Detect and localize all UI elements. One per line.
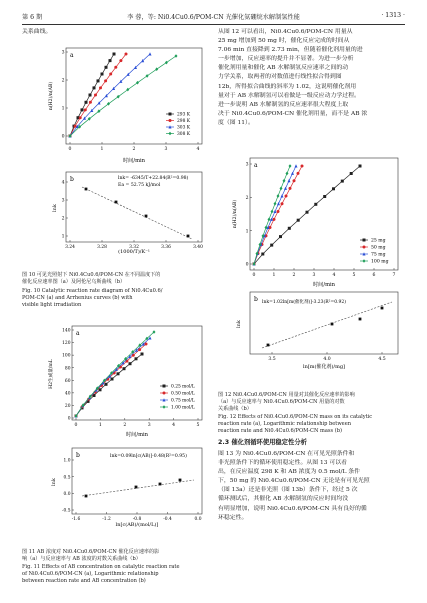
series-marker bbox=[175, 54, 178, 58]
y-tick-label: 140 bbox=[62, 328, 71, 334]
series-marker bbox=[126, 88, 129, 92]
series-marker bbox=[280, 187, 283, 191]
series-marker bbox=[97, 79, 100, 82]
x-tick-label: 2 bbox=[123, 423, 127, 428]
x-tick-label: 5 bbox=[352, 273, 356, 278]
fig11a-xlabel: 时间/min bbox=[125, 432, 149, 438]
fig11b-xticks bbox=[72, 512, 202, 522]
series-line bbox=[76, 354, 142, 416]
series-marker bbox=[274, 202, 277, 206]
y-tick-label: 60 bbox=[64, 378, 71, 384]
issue-number: 第 6 期 bbox=[22, 14, 43, 21]
series-marker bbox=[359, 165, 362, 168]
y-tick-label: 80 bbox=[64, 366, 71, 372]
series-marker bbox=[281, 194, 284, 197]
series-marker bbox=[297, 172, 300, 175]
fig11a-xticks bbox=[75, 418, 200, 428]
legend-entry: 75 mg bbox=[371, 252, 386, 258]
data-point bbox=[187, 235, 190, 238]
x-tick-label: -1.6 bbox=[71, 517, 81, 522]
y-tick-label: 3 bbox=[61, 198, 65, 204]
legend-entry: 100 mg bbox=[371, 259, 389, 265]
y-tick-label: 40 bbox=[64, 391, 71, 397]
series-marker bbox=[89, 94, 92, 97]
figure-10-caption-en: Fig. 10 Catalytic reaction rate diagram of Ni0.4Cu0.6/ POM-CN (a) and Arrhenius curves (b) with visible light irradiation bbox=[22, 288, 163, 308]
series-marker bbox=[289, 164, 292, 168]
fig11b-tag: b bbox=[76, 452, 80, 459]
series-marker bbox=[85, 101, 88, 104]
x-tick-label: 4 bbox=[196, 147, 200, 152]
x-tick-label: 6 bbox=[372, 273, 376, 278]
fit-line bbox=[82, 187, 192, 239]
series-marker bbox=[274, 210, 277, 213]
figure-11 bbox=[48, 320, 208, 530]
x-tick-label: 3.32 bbox=[129, 245, 139, 250]
series-marker bbox=[293, 179, 296, 182]
series-marker bbox=[277, 202, 280, 205]
series-marker bbox=[105, 66, 108, 69]
data-point bbox=[115, 201, 118, 204]
series-marker bbox=[119, 59, 122, 62]
fig11a-legend bbox=[160, 385, 195, 411]
y-tick-label: 0.5 bbox=[63, 475, 71, 481]
series-marker bbox=[279, 235, 282, 238]
fig11a-series bbox=[75, 330, 156, 418]
fig12a-series bbox=[253, 164, 362, 266]
fig10b-tag: b bbox=[70, 176, 74, 183]
x-tick-label: 1 bbox=[100, 147, 104, 152]
series-marker bbox=[141, 353, 144, 356]
series-marker bbox=[341, 180, 344, 183]
series-marker bbox=[169, 132, 172, 136]
series-marker bbox=[129, 362, 132, 365]
x-tick-label: 3.5 bbox=[268, 357, 276, 362]
data-point bbox=[85, 188, 88, 191]
y-tick-label: 2 bbox=[61, 78, 65, 84]
series-marker bbox=[289, 187, 292, 190]
x-tick-label: 3.24 bbox=[65, 245, 75, 250]
series-marker bbox=[104, 79, 107, 82]
series-marker bbox=[273, 218, 276, 221]
fig10b-ea-label: Ea = 52.75 kJ/mol bbox=[118, 183, 161, 188]
data-point bbox=[381, 307, 384, 310]
page-number: · 1313 · bbox=[381, 12, 405, 19]
fig10b-ylabel: lnk bbox=[52, 204, 58, 212]
x-tick-label: 3 bbox=[147, 423, 151, 428]
figure-11-caption-cn: 图 11 AB 浓度对 Ni0.4Cu0.6/POM-CN 催化反应速率的影 响（a）与反应速率与 AB 浓度的对数关系曲线（b） bbox=[22, 549, 160, 562]
series-marker bbox=[314, 203, 317, 206]
y-tick-label: 1 bbox=[61, 234, 65, 240]
series-marker bbox=[268, 218, 271, 222]
x-tick-label: 7 bbox=[392, 273, 396, 278]
y-tick-label: -0.5 bbox=[62, 508, 71, 514]
x-tick-label: 4.0 bbox=[323, 357, 331, 362]
x-tick-label: -0.4 bbox=[163, 517, 172, 522]
fit-line bbox=[82, 480, 194, 496]
series-marker bbox=[123, 367, 126, 370]
x-tick-label: -1.2 bbox=[102, 517, 111, 522]
y-tick-label: 1.0 bbox=[63, 458, 71, 464]
legend-entry: 298 K bbox=[177, 119, 191, 125]
series-marker bbox=[306, 211, 309, 214]
figure-10 bbox=[48, 40, 208, 255]
fig10a-tag: a bbox=[70, 52, 74, 59]
series-marker bbox=[101, 73, 104, 76]
series-marker bbox=[155, 67, 158, 71]
legend-entry: 293 K bbox=[177, 112, 191, 118]
fig12a-yticks bbox=[246, 162, 252, 268]
fig11b-fit-equation: lnk=0.09ln[c(AB)]-0.48(R²=0.95) bbox=[110, 454, 187, 459]
series-line bbox=[70, 54, 126, 136]
fig12b-fit-equation: lnk=1.02ln[m(催化剂)]-3.23(R²=0.92) bbox=[262, 300, 347, 305]
figure-11-caption-en: Fig. 11 Effects of AB concentration on catalytic reaction rate of Ni0.4Cu0.6/POM-CN (a), Logarithmic relationship between reaction rate and AB concentration (b) bbox=[22, 564, 180, 584]
series-marker bbox=[94, 94, 97, 97]
figure-12-caption-en: Fig. 12 Effects of Ni0.4Cu0.6/POM-CN mass on its catalytic reaction rate (a), Logarithmic relationship between reaction rate and Ni0.4Cu0.6/POM-CN mass (b) bbox=[218, 414, 373, 434]
data-point bbox=[359, 318, 362, 321]
x-tick-label: 4.5 bbox=[378, 357, 386, 362]
series-marker bbox=[81, 108, 84, 111]
series-marker bbox=[363, 239, 366, 242]
series-marker bbox=[288, 179, 291, 182]
y-tick-label: 3 bbox=[245, 162, 249, 168]
fig10a-series bbox=[69, 52, 178, 138]
x-tick-label: 5 bbox=[196, 423, 200, 428]
series-line bbox=[70, 56, 176, 136]
series-marker bbox=[163, 405, 166, 409]
series-marker bbox=[270, 244, 273, 247]
series-marker bbox=[285, 195, 288, 198]
fig10a-ylabel: n(H2)/n(AB) bbox=[49, 81, 54, 111]
x-tick-label: 1 bbox=[272, 273, 276, 278]
series-marker bbox=[111, 378, 114, 381]
x-tick-label: 3 bbox=[164, 147, 168, 152]
series-marker bbox=[109, 59, 112, 62]
series-marker bbox=[93, 86, 96, 89]
x-tick-label: 4 bbox=[332, 273, 336, 278]
series-marker bbox=[332, 187, 335, 190]
fig11a-ylabel: H2生成量/mL bbox=[49, 359, 54, 389]
fig12b-xticks bbox=[268, 352, 385, 362]
series-marker bbox=[99, 86, 102, 89]
y-tick-label: 0 bbox=[61, 134, 65, 140]
series-marker bbox=[169, 119, 172, 122]
series-marker bbox=[277, 194, 280, 198]
series-marker bbox=[79, 116, 82, 119]
series-marker bbox=[99, 388, 102, 391]
running-header bbox=[22, 12, 405, 24]
data-point bbox=[135, 486, 138, 489]
fig10a-legend bbox=[166, 113, 191, 138]
legend-entry: 303 K bbox=[177, 125, 191, 131]
fig10b-plot bbox=[82, 187, 192, 239]
section-heading-2-3: 2.3 催化剂循环使用稳定性分析 bbox=[218, 439, 307, 446]
x-tick-label: 2 bbox=[132, 147, 136, 152]
series-marker bbox=[117, 95, 120, 99]
x-tick-label: 0 bbox=[252, 273, 256, 278]
fig10b-yticks bbox=[62, 180, 68, 240]
series-marker bbox=[136, 81, 139, 85]
series-marker bbox=[117, 372, 120, 375]
y-tick-label: 1 bbox=[245, 229, 249, 235]
series-marker bbox=[286, 172, 289, 176]
fig12a-legend bbox=[360, 238, 389, 265]
data-point bbox=[331, 323, 334, 326]
y-tick-label: 3 bbox=[61, 50, 65, 56]
series-marker bbox=[74, 125, 77, 128]
series-marker bbox=[288, 227, 291, 230]
fig10b-xticks bbox=[65, 240, 203, 250]
fig11b-ylabel: lnk bbox=[51, 478, 57, 486]
series-marker bbox=[271, 210, 274, 214]
fig12b-xlabel: ln[m(催化剂)/mg] bbox=[303, 364, 345, 370]
series-marker bbox=[109, 73, 112, 76]
series-marker bbox=[295, 164, 298, 167]
fig10a-xlabel: 时间/min bbox=[122, 158, 146, 164]
legend-entry: 25 mg bbox=[371, 238, 386, 244]
series-marker bbox=[261, 253, 264, 256]
series-marker bbox=[105, 383, 108, 386]
figure-12-plots bbox=[232, 152, 404, 372]
legend-entry: 0.25 mol/L bbox=[171, 384, 195, 390]
figure-12 bbox=[232, 152, 404, 372]
x-tick-label: 1 bbox=[98, 423, 102, 428]
fig12a-tag: a bbox=[254, 162, 258, 169]
legend-entry: 1.00 mol/L bbox=[171, 405, 195, 411]
legend-entry: 0.75 mol/L bbox=[171, 398, 195, 404]
left-text-fragment: 关系曲线。 bbox=[22, 29, 52, 35]
x-tick-label: 0.0 bbox=[194, 517, 202, 522]
series-marker bbox=[284, 187, 287, 190]
y-tick-label: 1 bbox=[61, 106, 65, 112]
series-marker bbox=[291, 172, 294, 175]
legend-entry: 308 K bbox=[177, 132, 191, 138]
x-tick-label: 0 bbox=[68, 147, 72, 152]
fig12a-xlabel: 时间/min bbox=[312, 282, 336, 288]
series-marker bbox=[277, 210, 280, 213]
figure-10-plots bbox=[48, 40, 208, 255]
data-point bbox=[145, 215, 148, 218]
legend-entry: 0.50 mol/L bbox=[171, 391, 195, 397]
x-tick-label: 3.36 bbox=[161, 245, 171, 250]
fig12b-ylabel: lnk bbox=[236, 320, 242, 328]
fig11b-xlabel: ln[c(AB)/(mol/L)] bbox=[115, 522, 159, 528]
x-tick-label: 3.40 bbox=[193, 245, 203, 250]
data-point bbox=[159, 483, 162, 486]
y-tick-label: 0.0 bbox=[63, 491, 71, 497]
x-tick-label: 0 bbox=[74, 423, 78, 428]
fig12b-tag: b bbox=[254, 296, 258, 303]
series-marker bbox=[283, 179, 286, 183]
series-marker bbox=[113, 53, 116, 56]
series-marker bbox=[165, 61, 168, 65]
y-tick-label: 100 bbox=[62, 353, 71, 359]
figure-11-plots bbox=[48, 320, 208, 530]
right-paragraph-2: 图 13 为 Ni0.4Cu0.6/POM-CN 在可见光照条件和 非光照条件下的循环使用稳定性。从图 13 可以看 出，在反应温度 298 K 和 AB 浓度为 0.5 mol/L 条件 下，50 mg 的 Ni0.4Cu0.6/POM-CN 无论是有可见光照 （图 13a）还是非光照（图 13b）条件下，经过 5 次 循环测试后，其催化 AB 水解制氢的反应时间均没 有明显增加，说明 Ni0.4Cu0.6/POM-CN 具有良好的循 环稳定性。 bbox=[218, 451, 370, 521]
x-tick-label: 2 bbox=[292, 273, 296, 278]
y-tick-label: 0 bbox=[245, 262, 249, 268]
series-marker bbox=[84, 108, 87, 111]
series-marker bbox=[169, 113, 172, 116]
fig10a-yticks bbox=[62, 50, 68, 140]
fig11b-plot bbox=[82, 479, 194, 498]
data-point bbox=[267, 344, 270, 347]
y-tick-label: 120 bbox=[62, 341, 71, 347]
series-marker bbox=[163, 392, 166, 395]
fig11a-tag: a bbox=[76, 330, 80, 337]
series-marker bbox=[107, 102, 110, 106]
y-tick-label: 2 bbox=[245, 195, 249, 201]
figure-12-caption-cn: 图 12 Ni0.4Cu0.6/POM-CN 用量对其催化反应速率的影响 （a）与反应速率与 Ni0.4Cu0.6/POM-CN 用量的对数 关系曲线（b） bbox=[218, 392, 355, 412]
series-marker bbox=[281, 202, 284, 205]
series-marker bbox=[125, 53, 128, 56]
header-rule bbox=[22, 24, 405, 25]
y-tick-label: 4 bbox=[61, 180, 65, 186]
series-marker bbox=[363, 246, 366, 249]
legend-entry: 50 mg bbox=[371, 245, 386, 251]
series-line bbox=[254, 166, 360, 264]
x-tick-label: -0.8 bbox=[132, 517, 142, 522]
y-tick-label: 20 bbox=[64, 404, 71, 410]
fig12a-xticks bbox=[253, 268, 396, 278]
series-marker bbox=[350, 172, 353, 175]
series-marker bbox=[149, 52, 152, 55]
fig10a-xticks bbox=[69, 142, 200, 152]
y-tick-label: 0 bbox=[67, 416, 71, 422]
series-marker bbox=[297, 219, 300, 222]
x-tick-label: 3.28 bbox=[97, 245, 107, 250]
x-tick-label: 4 bbox=[172, 423, 176, 428]
y-tick-label: 2 bbox=[61, 216, 65, 222]
series-marker bbox=[89, 101, 92, 104]
fig12b-plot bbox=[262, 302, 392, 348]
series-marker bbox=[301, 165, 304, 168]
fig10b-fit-equation: lnk= -6345/T+22.84(R²=0.98) bbox=[118, 176, 189, 181]
fit-line bbox=[262, 302, 392, 348]
x-tick-label: 3 bbox=[312, 273, 316, 278]
fig10b-xlabel: (1000/T)/K⁻¹ bbox=[118, 249, 150, 255]
series-marker bbox=[146, 74, 149, 78]
right-paragraph-1: 从图 12 可以看出，Ni0.4Cu0.6/POM-CN 用量从 25 mg 增加到 50 mg 时，催化反应完成的时间从 7.06 min 直接降到 2.73 min，但随着催化剂用量的进 一步增加，反应速率的提升并不显著。为进一步分析 催化剂用量和催化 AB 水解制氢反应速率之间的动 力学关系，取两者的对数值进行线性拟合得到图 12b，所得拟合曲线的斜率为 1.02，这说明催化剂用 量对于 AB 水解制氢可以看做是一级反应动力学过程。 进一步说明 AB 水解制氢的反应速率很大程度上取 决于 Ni0.4Cu0.6/POM-CN 催化剂用量，而不是 AB 浓 度（图 11）。 bbox=[218, 29, 368, 126]
data-point bbox=[179, 479, 182, 482]
figure-10-caption-cn: 图 10 可见光照射下 Ni0.4Cu0.6/POM-CN 在不同温度下的 催化反应速率图（a）及阿伦尼乌斯曲线（b） bbox=[22, 272, 161, 285]
series-marker bbox=[135, 357, 138, 360]
series-marker bbox=[163, 385, 166, 388]
series-marker bbox=[323, 195, 326, 198]
fig12a-ylabel: n(H2)/n(AB) bbox=[233, 199, 238, 229]
series-marker bbox=[363, 259, 366, 263]
data-point bbox=[85, 495, 88, 498]
running-title: 李 蓉，等: Ni0.4Cu0.6/POM-CN 光催化氨硼烷水解制氢性能 bbox=[127, 14, 300, 21]
series-line bbox=[70, 54, 150, 136]
series-marker bbox=[114, 66, 117, 69]
